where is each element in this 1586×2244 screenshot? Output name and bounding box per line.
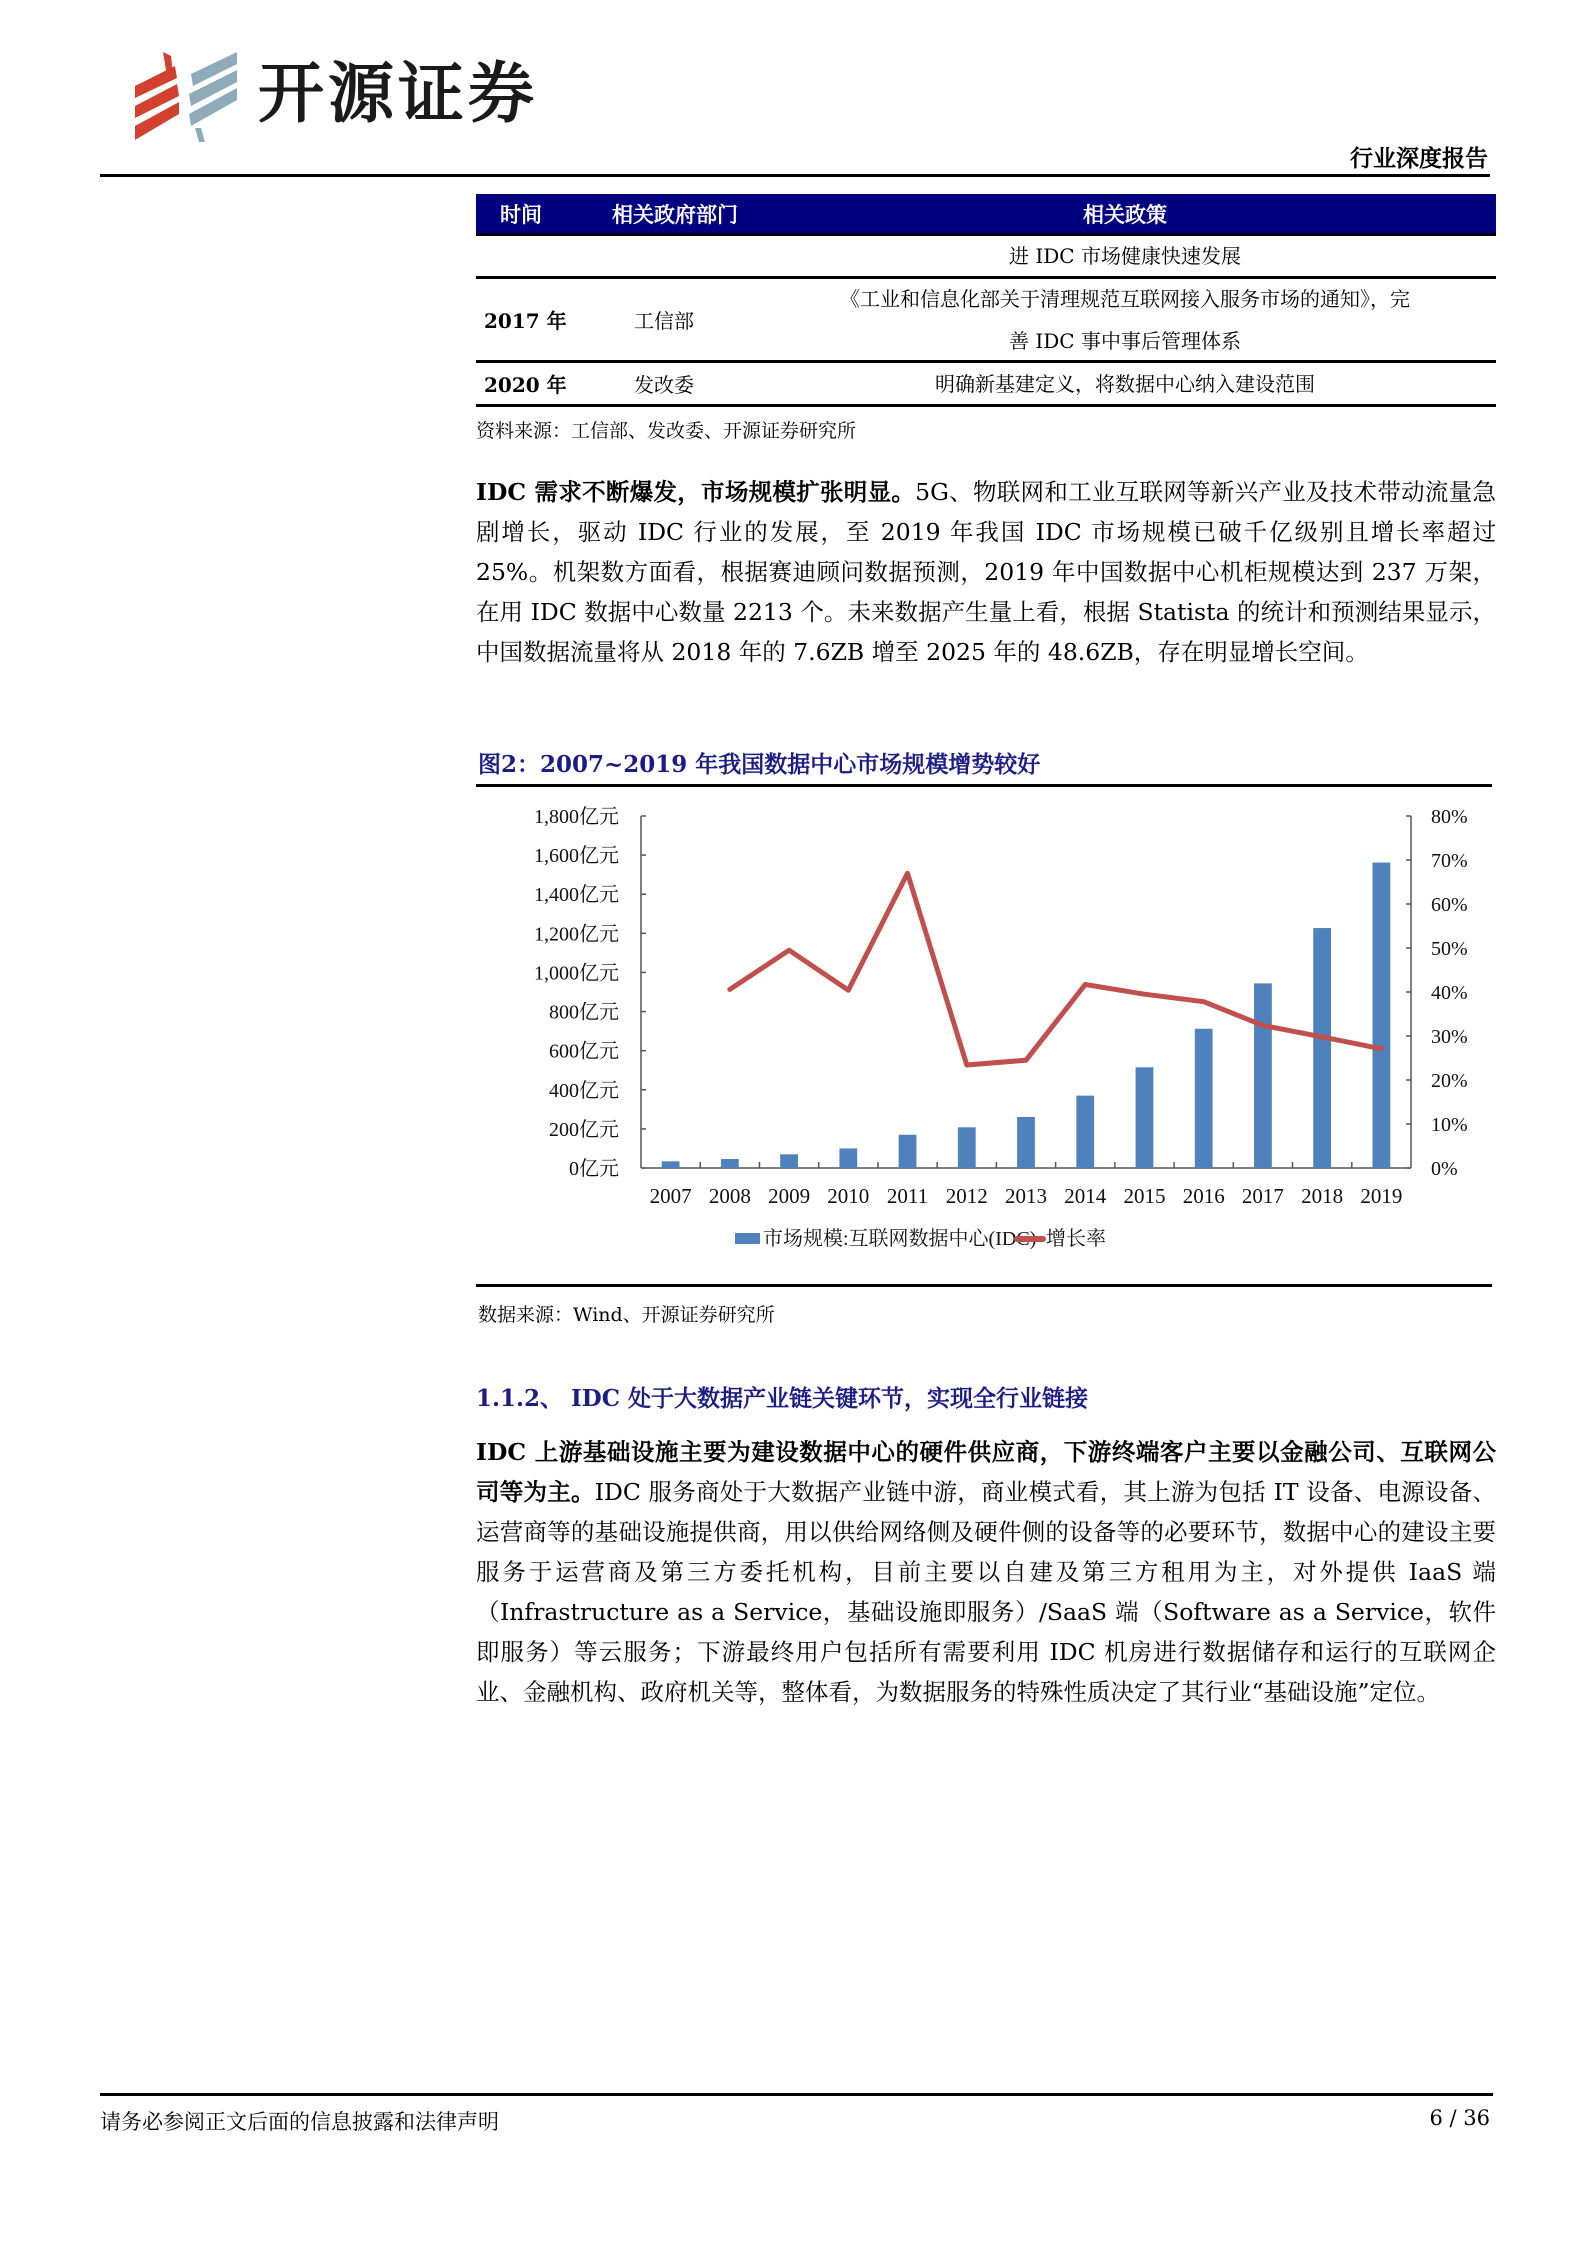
bar-market-size: [780, 1154, 798, 1168]
cell-dept: 发改委: [634, 373, 694, 397]
legend-swatch-bar-icon: [735, 1233, 760, 1244]
right-axis-tick-label: 30%: [1431, 1026, 1468, 1048]
x-axis-tick-label: 2009: [768, 1184, 811, 1208]
left-axis-tick-label: 0亿元: [569, 1158, 619, 1180]
x-axis-tick-label: 2016: [1182, 1184, 1225, 1208]
right-axis-tick-label: 60%: [1431, 894, 1468, 916]
x-axis-tick-label: 2019: [1360, 1184, 1403, 1208]
x-axis-tick-label: 2010: [827, 1184, 870, 1208]
x-axis-tick-label: 2014: [1064, 1184, 1107, 1208]
figure-source-note: 数据来源：Wind、开源证券研究所: [478, 1304, 775, 1326]
market-size-chart: [476, 800, 1492, 1265]
figure-title: 图2：2007~2019 年我国数据中心市场规模增势较好: [478, 751, 1041, 778]
page-number: 6 / 36: [1429, 2106, 1490, 2130]
bar-market-size: [1136, 1067, 1154, 1168]
right-axis-tick-label: 50%: [1431, 938, 1468, 960]
bar-market-size: [662, 1161, 680, 1168]
policy-line: 进 IDC 市场健康快速发展: [1009, 244, 1241, 268]
policy-line: 《工业和信息化部关于清理规范互联网接入服务市场的通知》，完: [840, 286, 1410, 311]
bar-market-size: [721, 1159, 739, 1168]
left-axis-tick-label: 1,800亿元: [534, 806, 619, 828]
right-axis-tick-label: 20%: [1431, 1070, 1468, 1092]
left-axis-tick-label: 1,200亿元: [534, 923, 619, 946]
bar-market-size: [1017, 1117, 1035, 1168]
paragraph-lead: IDC 需求不断爆发，市场规模扩张明显。: [476, 478, 916, 506]
x-axis-tick-label: 2011: [886, 1184, 929, 1208]
legend-label-growth-rate: 增长率: [1046, 1228, 1106, 1250]
bar-market-size: [1313, 928, 1331, 1168]
bar-market-size: [1195, 1029, 1213, 1168]
paragraph-lead: IDC 上游基础设施主要为建设数据中心的硬件供应商，下游终端客户主要以金融公司、互联网公司等为主。: [476, 1438, 1496, 1506]
x-axis-tick-label: 2012: [945, 1184, 988, 1208]
right-axis-tick-label: 10%: [1431, 1114, 1468, 1136]
figure-bottom-divider: [476, 1284, 1492, 1287]
table-row: [476, 236, 1496, 279]
bar-market-size: [1373, 863, 1391, 1168]
policy-table: [476, 194, 1496, 407]
left-axis-tick-label: 800亿元: [549, 1001, 619, 1024]
right-axis-tick-label: 80%: [1431, 806, 1468, 828]
legend-label-market-size: 市场规模:互联网数据中心(IDC): [763, 1228, 1037, 1250]
column-header-dept: 相关政府部门: [612, 201, 738, 227]
paragraph-body: IDC 服务商处于大数据产业链中游，商业模式看，其上游为包括 IT 设备、电源设备、运营商等的基础设施提供商，用以供给网络侧及硬件侧的设备等的必要环节，数据中心的建设主要服务于运营商及第三方委托机构，目前主要以自建及第三方租用为主，对外提供 IaaS 端（Infrastructure as a Service，基础设施即服务）/SaaS 端（Software as a Service，软件即服务）等云服务；下游最终用户包括所有需要利用 IDC 机房进行数据储存和运行的互联网企业、金融机构、政府机关等，整体看，为数据服务的特殊性质决定了其行业“基础设施”定位。: [476, 1478, 1496, 1706]
report-type-label: 行业深度报告: [1350, 145, 1488, 172]
brand-name: 开源证券: [258, 55, 538, 132]
header-divider: [100, 174, 1490, 177]
x-axis-tick-label: 2015: [1123, 1184, 1166, 1208]
table-source-note: 资料来源：工信部、发改委、开源证券研究所: [476, 420, 857, 442]
line-growth-rate: [730, 873, 1382, 1065]
brand-logo-icon: [135, 52, 237, 142]
cell-policy: [754, 235, 1496, 277]
cell-policy: [754, 363, 1496, 405]
section-title: 1.1.2、 IDC 处于大数据产业链关键环节，实现全行业链接: [476, 1385, 1089, 1412]
x-axis-tick-label: 2017: [1241, 1184, 1284, 1208]
cell-year: 2017 年: [484, 309, 567, 333]
footer-disclaimer: 请务必参阅正文后面的信息披露和法律声明: [100, 2110, 499, 2134]
x-axis-tick-label: 2018: [1301, 1184, 1344, 1208]
bar-market-size: [958, 1127, 976, 1168]
cell-year: 2020 年: [484, 373, 567, 397]
footer-divider: [100, 2093, 1493, 2096]
paragraph-idc-demand: [476, 472, 1496, 672]
policy-line: 善 IDC 事中事后管理体系: [1009, 328, 1241, 353]
left-axis-tick-label: 1,000亿元: [534, 962, 619, 985]
table-row: [476, 363, 1496, 407]
table-row: [476, 279, 1496, 363]
cell-policy: [754, 278, 1496, 362]
left-axis-tick-label: 600亿元: [549, 1040, 619, 1063]
table-header: [476, 194, 1496, 236]
x-axis-tick-label: 2013: [1005, 1184, 1047, 1208]
left-axis-tick-label: 400亿元: [549, 1079, 619, 1102]
bar-market-size: [839, 1148, 857, 1168]
x-axis-tick-label: 2007: [649, 1184, 692, 1208]
bar-market-size: [899, 1135, 917, 1168]
paragraph-idc-chain: [476, 1432, 1496, 1712]
policy-line: 明确新基建定义，将数据中心纳入建设范围: [935, 371, 1315, 396]
x-axis-tick-label: 2008: [708, 1184, 751, 1208]
left-axis-tick-label: 200亿元: [549, 1118, 619, 1141]
right-axis-tick-label: 40%: [1431, 982, 1468, 1004]
figure-title-divider: [476, 784, 1492, 787]
bar-market-size: [1076, 1096, 1094, 1168]
left-axis-tick-label: 1,600亿元: [534, 845, 619, 868]
bar-market-size: [1254, 983, 1272, 1168]
column-header-policy: 相关政策: [1083, 201, 1167, 227]
cell-dept: 工信部: [634, 309, 694, 333]
column-header-time: 时间: [500, 201, 542, 227]
paragraph-body: 5G、物联网和工业互联网等新兴产业及技术带动流量急剧增长，驱动 IDC 行业的发展，至 2019 年我国 IDC 市场规模已破千亿级别且增长率超过 25%。机架数方面看，根据赛迪顾问数据预测，2019 年中国数据中心机柜规模达到 237 万架，在用 IDC 数据中心数量 2213 个。未来数据产生量上看，根据 Statista 的统计和预测结果显示，中国数据流量将从 2018 年的 7.6ZB 增至 2025 年的 48.6ZB，存在明显增长空间。: [476, 478, 1496, 666]
right-axis-tick-label: 70%: [1431, 850, 1468, 872]
right-axis-tick-label: 0%: [1431, 1158, 1458, 1180]
left-axis-tick-label: 1,400亿元: [534, 884, 619, 907]
